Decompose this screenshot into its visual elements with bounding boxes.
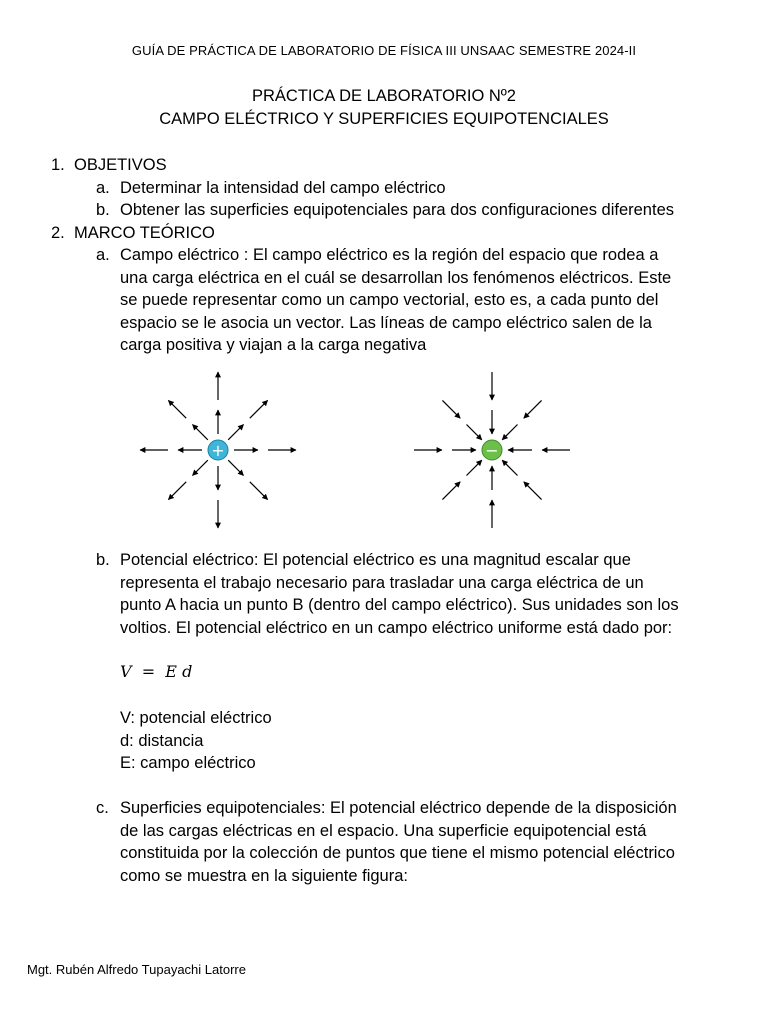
- field-arrow: [193, 425, 208, 440]
- positive-symbol: +: [211, 441, 225, 460]
- definition-line: d: distancia: [120, 731, 204, 750]
- paragraph-line: Potencial eléctrico: El potencial eléctrico es una magnitud escalar que: [120, 551, 631, 569]
- variable-definitions: [120, 707, 272, 775]
- positive-charge-icon: [208, 440, 228, 460]
- paragraph-line: una carga eléctrica en el cuál se desarrollan los fenómenos eléctricos. Este: [120, 268, 672, 287]
- list-marker: a.: [96, 179, 110, 197]
- objective-text: Determinar la intensidad del campo eléctrico: [120, 179, 446, 197]
- objective-text: Obtener las superficies equipotenciales para dos configuraciones diferentes: [120, 201, 674, 219]
- field-arrow: [502, 460, 517, 475]
- field-arrow: [168, 400, 186, 418]
- field-arrow: [467, 425, 482, 440]
- paragraph-line: se puede representar como un campo vectorial, esto es, a cada punto del: [120, 291, 659, 309]
- field-arrow: [193, 460, 208, 475]
- paragraph-line: Campo eléctrico : El campo eléctrico es la región del espacio que rodea a: [120, 246, 659, 264]
- definition-line: V: potencial eléctrico: [120, 709, 272, 727]
- paragraph-line: representa el trabajo necesario para trasladar una carga eléctrica de un: [120, 573, 644, 592]
- list-marker: c.: [96, 799, 109, 817]
- paragraph-line: punto A hacia un punto B (dentro del campo eléctrico). Sus unidades son los: [120, 596, 679, 614]
- paragraph-line: espacio se le asocia un vector. Las líneas de campo eléctrico salen de la: [120, 313, 652, 332]
- field-arrow: [467, 460, 482, 475]
- negative-charge-icon: [482, 440, 502, 460]
- field-arrow: [442, 400, 460, 418]
- section-heading: OBJETIVOS: [74, 156, 167, 174]
- field-arrow: [524, 482, 542, 500]
- section-heading: MARCO TEÓRICO: [74, 224, 215, 242]
- paragraph-line: Superficies equipotenciales: El potencial eléctrico depende de la disposición: [120, 799, 677, 817]
- negative-symbol: −: [485, 441, 499, 460]
- list-marker: 1.: [51, 156, 65, 174]
- field-arrow: [524, 400, 542, 418]
- electric-field-figure: [120, 362, 600, 542]
- field-arrow: [168, 482, 186, 500]
- field-arrow: [442, 482, 460, 500]
- field-arrow: [250, 400, 268, 418]
- paragraph-line: de las cargas eléctricas en el espacio. Una superficie equipotencial está: [120, 821, 647, 840]
- lab-subtitle: CAMPO ELÉCTRICO Y SUPERFICIES EQUIPOTENCIALES: [159, 110, 609, 128]
- paragraph-line: constituida por la colección de puntos que tiene el mismo potencial eléctrico: [120, 844, 675, 862]
- list-marker: b.: [96, 551, 110, 569]
- paragraph-line: voltios. El potencial eléctrico en un campo eléctrico uniforme está dado por:: [120, 618, 673, 637]
- definition-line: E: campo eléctrico: [120, 754, 256, 772]
- page-footer-author: Mgt. Rubén Alfredo Tupayachi Latorre: [27, 962, 246, 977]
- paragraph-line: como se muestra en la siguiente figura:: [120, 866, 408, 885]
- lab-title: PRÁCTICA DE LABORATORIO Nº2: [252, 87, 516, 105]
- field-arrow: [250, 482, 268, 500]
- field-arrow: [502, 425, 517, 440]
- field-arrow: [228, 425, 243, 440]
- list-marker: 2.: [51, 224, 65, 242]
- page-header: GUÍA DE PRÁCTICA DE LABORATORIO DE FÍSICA III UNSAAC SEMESTRE 2024-II: [131, 43, 637, 58]
- field-arrow: [228, 460, 243, 475]
- list-marker: b.: [96, 201, 110, 219]
- list-marker: a.: [96, 246, 110, 264]
- paragraph-line: carga positiva y viajan a la carga negativa: [120, 336, 427, 354]
- potential-formula: V = E d: [120, 662, 193, 681]
